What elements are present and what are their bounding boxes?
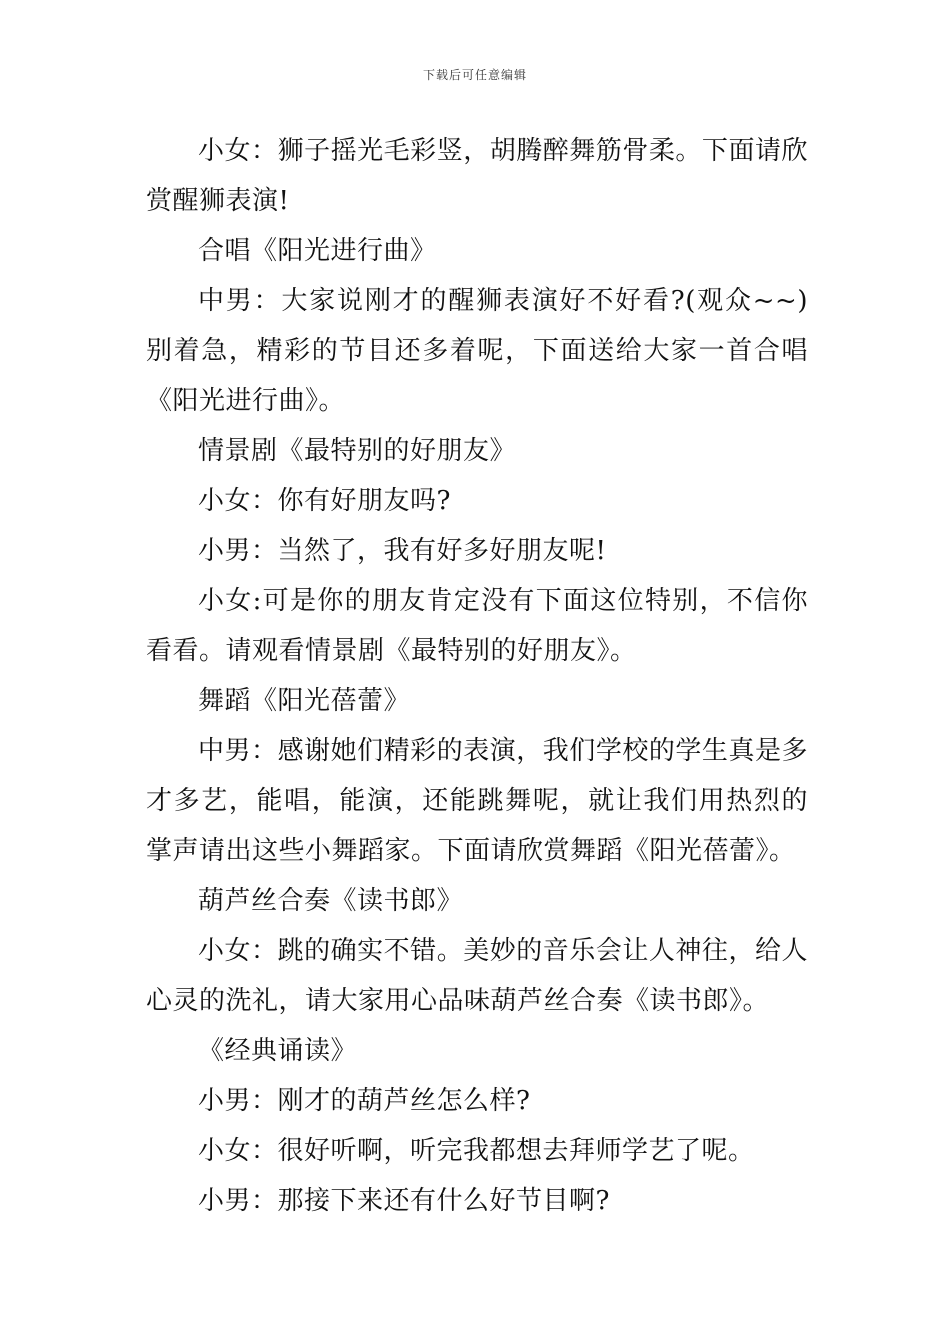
paragraph-8: 舞蹈《阳光蓓蕾》 bbox=[198, 686, 411, 716]
paragraph-1: 小女：狮子摇光毛彩竖，胡腾醉舞筋骨柔。下面请欣赏醒狮表演! bbox=[146, 136, 808, 216]
paragraph-2: 合唱《阳光进行曲》 bbox=[198, 236, 437, 266]
paragraph-14: 小女：很好听啊，听完我都想去拜师学艺了呢。 bbox=[198, 1136, 755, 1166]
paragraph-15: 小男：那接下来还有什么好节目啊? bbox=[198, 1186, 610, 1216]
paragraph-5: 小女：你有好朋友吗? bbox=[198, 486, 451, 516]
paragraph-12: 《经典诵读》 bbox=[198, 1036, 358, 1066]
paragraph-11: 小女：跳的确实不错。美妙的音乐会让人神往，给人心灵的洗礼，请大家用心品味葫芦丝合奏《读书郎》。 bbox=[146, 936, 808, 1016]
paragraph-9: 中男：感谢她们精彩的表演，我们学校的学生真是多才多艺，能唱，能演，还能跳舞呢，就让我们用热烈的掌声请出这些小舞蹈家。下面请欣赏舞蹈《阳光蓓蕾》。 bbox=[146, 736, 808, 866]
paragraph-3: 中男：大家说刚才的醒狮表演好不好看?(观众~~)别着急，精彩的节目还多着呢，下面送给大家一首合唱《阳光进行曲》。 bbox=[146, 286, 808, 416]
paragraph-7: 小女:可是你的朋友肯定没有下面这位特别，不信你看看。请观看情景剧《最特别的好朋友》。 bbox=[146, 586, 808, 666]
paragraph-6: 小男：当然了，我有好多好朋友呢! bbox=[198, 536, 607, 566]
document-body bbox=[146, 126, 808, 1226]
page-header: 下载后可任意编辑 bbox=[422, 68, 527, 82]
paragraph-10: 葫芦丝合奏《读书郎》 bbox=[198, 886, 464, 916]
paragraph-4: 情景剧《最特别的好朋友》 bbox=[198, 436, 517, 466]
paragraph-13: 小男：刚才的葫芦丝怎么样? bbox=[198, 1086, 531, 1116]
